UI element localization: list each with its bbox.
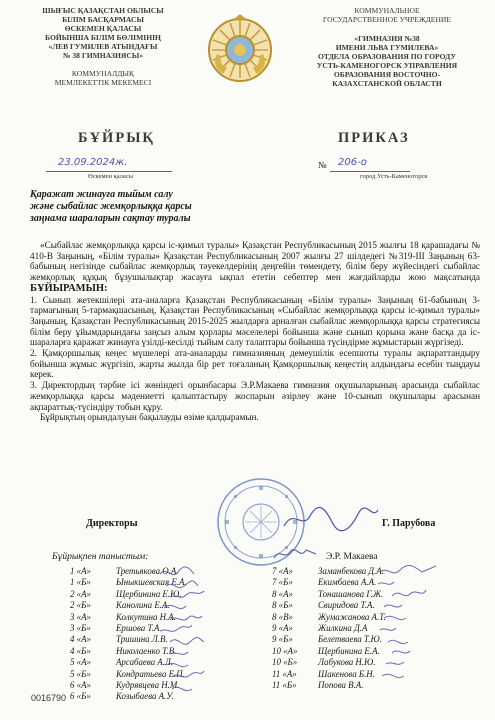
staff-class: 8 «В» xyxy=(272,611,293,622)
signature-name: Г. Парубова xyxy=(382,518,436,529)
staff-class: 9 «Б» xyxy=(272,634,293,645)
staff-class: 7 «А» xyxy=(272,566,293,576)
staff-class: 5 «Б» xyxy=(70,668,91,679)
header-kz-sub-line: КОММУНАЛДЫҚ xyxy=(71,69,135,78)
header-ru-line: «ГИМНАЗИЯ №38 xyxy=(354,34,420,43)
doc-type-kz: БҰЙРЫҚ xyxy=(78,130,155,146)
staff-name: Екимбаева А.А. xyxy=(318,577,377,588)
staff-class: 3 «А» xyxy=(70,611,91,622)
staff-name: Свиридова Т.А. xyxy=(318,600,375,611)
staff-name: Колкутина Н.А. xyxy=(116,611,176,622)
preamble-text: «Сыбайлас жемқорлыққа қарсы іс-қимыл туралы» Қазақстан Республикасының 2015 жылғы 18 қарашадағы № 410-В Заңының, «Білім туралы» Қазақстан Республикасының 2007 жылғы 27 шілдедегі №319-III Заңының 63-бабының негізінде сыбайлас жемқорлық тәуекелдерінің деңгейін төмендету, білім беру жүйесіндегі сыбайлас жемқорлық құқық бұзушылықтар жасауға ықпал ететін себептер мен жағдайларды жою мақсатында xyxy=(30,240,480,283)
header-ru-line: ОТДЕЛА ОБРАЗОВАНИЯ ПО ГОРОДУ xyxy=(317,52,457,61)
staff-class: 8 «А» xyxy=(272,588,293,599)
header-ru-line: КАЗАХСТАНСКОЙ ОБЛАСТИ xyxy=(332,79,442,88)
signature-role: Директоры xyxy=(86,518,138,529)
staff-class: 4 «А» xyxy=(70,634,91,645)
header-kz-line: «ЛЕВ ГУМИЛЕВ АТЫНДАҒЫ xyxy=(48,42,158,51)
body-item-2: 2. Қамқоршылық кеңес мүшелері ата-аналарды гимназияның демеушілік есепшоты туралы ақпараттандыру бойынша жұмыс жүргізіп, жарты жылда бір рет тоғаланың Қамқоршылық кеңестің алдындағы есебін тыңдауы керек. xyxy=(30,348,480,380)
staff-class: 9 «А» xyxy=(272,623,293,634)
staff-name: Попова В.А. xyxy=(318,680,364,691)
staff-class: 7 «Б» xyxy=(272,577,293,588)
staff-class: 10 «А» xyxy=(272,645,298,656)
title-line: заңнама шараларын сақтау туралы xyxy=(30,213,191,224)
order-date: 23.09.2024ж. xyxy=(58,157,128,168)
serial-number: 0016790 xyxy=(31,693,67,703)
staff-class: 6 «Б» xyxy=(70,691,91,702)
staff-name: Ыныкшевская Е.А. xyxy=(116,577,187,588)
header-ru-top-line: ГОСУДАРСТВЕННОЕ УЧРЕЖДЕНИЕ xyxy=(322,15,452,24)
header-kz-line: БІЛІМ БАСҚАРМАСЫ xyxy=(62,15,144,24)
staff-name: Кудрявцева Н.М. xyxy=(116,680,180,691)
staff-class: 11 «А» xyxy=(272,668,297,679)
staff-name: Белетваева Т.Ю. xyxy=(318,634,382,645)
staff-name: Арсабаева А.Л. xyxy=(116,657,174,668)
header-ru-line: ОБРАЗОВАНИЯ ВОСТОЧНО- xyxy=(333,70,441,79)
staff-name: Канолина Е.А. xyxy=(116,600,170,611)
acquainted-label: Бұйрықпен таныстым: xyxy=(52,552,149,562)
staff-class: 3 «Б» xyxy=(70,623,91,634)
staff-class: 1 «Б» xyxy=(70,577,91,588)
header-ru-line: УСТЬ-КАМЕНОГОРСК УПРАВЛЕНИЯ xyxy=(316,61,458,70)
header-ru-line: ИМЕНИ ЛЬВА ГУМИЛЕВА» xyxy=(335,43,439,52)
staff-name: Кондратьева Е.П. xyxy=(116,668,185,679)
staff-class: 8 «Б» xyxy=(272,600,293,611)
place-kz: Өскемен қаласы xyxy=(88,173,134,180)
place-ru: город Усть-Каменогорск xyxy=(360,173,428,180)
staff-class: 1 «А» xyxy=(70,566,91,576)
order-number: 206-о xyxy=(338,157,367,168)
deputy-name: Э.Р. Макаева xyxy=(326,552,378,562)
header-kz-sub-line: МЕМЛЕКЕТТІК МЕКЕМЕСІ xyxy=(54,78,152,87)
staff-name: Жумажанова А.Т. xyxy=(318,611,386,622)
staff-name: Жилкина Д.А xyxy=(318,623,368,634)
staff-name: Ершова Т.А xyxy=(116,623,160,634)
doc-type-ru: ПРИКАЗ xyxy=(338,130,410,146)
staff-class: 6 «А» xyxy=(70,680,91,691)
staff-name: Щербинина Е.Ю. xyxy=(116,588,182,599)
body-control: Бұйрықтың орындалуын бақылауды өзіме қалдырамын. xyxy=(40,412,259,423)
staff-class: 2 «Б» xyxy=(70,600,91,611)
title-line: және сыбайлас жемқорлыққа қарсы xyxy=(30,201,192,212)
staff-name: Шакенова Б.Н. xyxy=(318,668,375,679)
header-kz-line: ШЫҒЫС ҚАЗАҚСТАН ОБЛЫСЫ xyxy=(42,6,164,15)
staff-name: Николаенко Т.В. xyxy=(116,645,177,656)
staff-class: 10 «Б» xyxy=(272,657,298,668)
number-sign: № xyxy=(318,160,327,170)
staff-name: Козыбаева А.У. xyxy=(116,691,174,702)
staff-class: 11 «Б» xyxy=(272,680,297,691)
staff-name: Тонашанова Г.Ж. xyxy=(318,588,384,599)
body-item-3: 3. Директордың тәрбие ісі жөніндегі орынбасары Э.Р.Макаева гимназия оқушыларының арасында сыбайлас жемқорлыққа қарсы мәдениетті қалыптастыру жоспарын әзірлеу және 10-сынып оқушылары арасынан ақпараттық-түсіндіру тобын құру. xyxy=(30,380,480,412)
staff-name: Лабукова Н.Ю. xyxy=(318,657,376,668)
staff-class: 4 «Б» xyxy=(70,645,91,656)
staff-name: Тришина Л.В. xyxy=(116,634,168,645)
order-word: БҰЙЫРАМЫН: xyxy=(30,282,108,294)
body-item-1: 1. Сынып жетекшілері ата-аналарға Қазақстан Республикасының «Білім туралы» Заңының 61-бабының 3-тармағының 5-тармақшасының, Қазақстан Республикасының «Сыбайлас жемқорлыққа қарсы іс-қимыл туралы» Заңының, Қазақстан Республикасының 2015-2025 жылдарға арналған сыбайлас жемқорлыққа қарсы стратегиясы білім беру ұйымдарындағы заңсыз алым қорлары мәселелері бойынша және сынып қорына және басқа да іс-шараларға қаражат жинауға үзілді-кесілді тыйым салу талаптары бойынша түсіндірме жұмыстарын жүргізеді. xyxy=(30,294,480,348)
title-line: Қаражат жинауға тыйым салу xyxy=(30,189,173,200)
header-ru-top-line: КОММУНАЛЬНОЕ xyxy=(354,6,420,15)
header-kz-line: БОЙЫНША БІЛІМ БӨЛІМІНІҢ xyxy=(45,33,161,42)
staff-class: 2 «А» xyxy=(70,588,91,599)
staff-name: Заманбекова Д.А. xyxy=(318,566,384,576)
header-kz-line: № 38 ГИМНАЗИЯСЫ» xyxy=(62,51,144,60)
staff-name: Щербинина Е.А. xyxy=(318,645,380,656)
staff-name: Третьякова О.А. xyxy=(116,566,179,576)
header-kz-line: ӨСКЕМЕН ҚАЛАСЫ xyxy=(64,24,142,33)
staff-class: 5 «А» xyxy=(70,657,91,668)
